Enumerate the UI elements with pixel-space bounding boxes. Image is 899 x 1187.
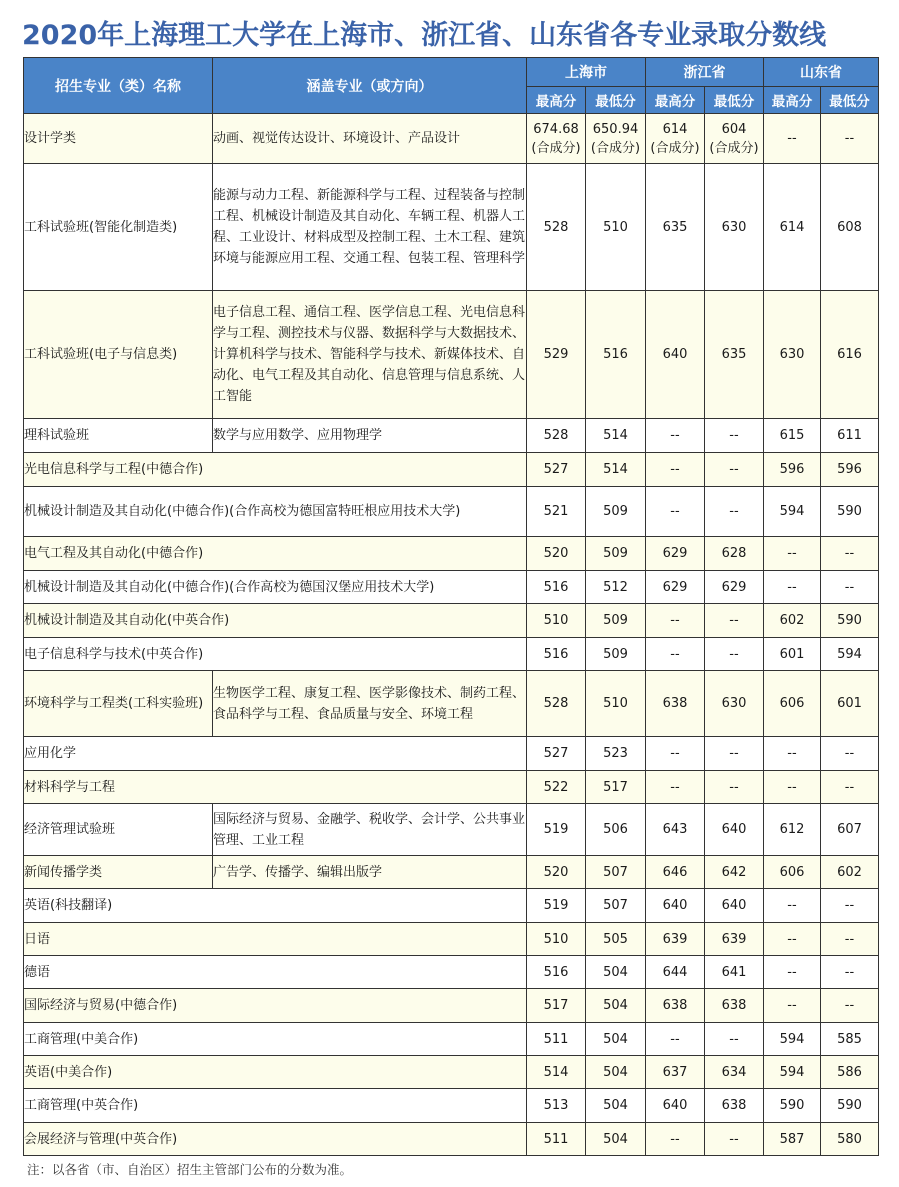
score-cell: -- [821,114,879,164]
score-cell: -- [821,571,879,604]
score-cell: -- [646,771,705,804]
score-value: 650.94 [592,121,639,137]
header-max-score: 最高分 [527,87,586,114]
score-cell: 630 [705,164,764,291]
score-cell: 509 [586,487,646,537]
table-row [24,1089,879,1123]
major-name: 经济管理试验班 [24,804,213,856]
major-name: 国际经济与贸易(中德合作) [24,989,527,1023]
score-cell: 509 [586,537,646,571]
score-cell: 528 [527,419,586,453]
score-value: 614 [662,121,688,137]
score-cell: -- [705,604,764,638]
score-cell: 637 [646,1056,705,1089]
score-cell: 512 [586,571,646,604]
major-name: 环境科学与工程类(工科实验班) [24,671,213,737]
score-cell: -- [821,537,879,571]
score-cell: 507 [586,856,646,889]
score-cell: 504 [586,1089,646,1123]
covered-majors: 广告学、传播学、编辑出版学 [213,856,527,889]
score-cell: -- [821,771,879,804]
score-cell: 596 [764,453,821,487]
score-cell: 606 [764,856,821,889]
score-cell: -- [646,1123,705,1156]
score-cell: 607 [821,804,879,856]
score-cell: 511 [527,1023,586,1056]
score-cell: 510 [527,923,586,956]
score-cell [586,114,646,164]
score-type-label: (合成分) [650,140,700,156]
major-name: 机械设计制造及其自动化(中英合作) [24,604,527,638]
score-cell: -- [705,1123,764,1156]
score-cell: -- [764,889,821,923]
score-cell: 514 [586,453,646,487]
score-cell: 523 [586,737,646,771]
score-cell: 590 [821,487,879,537]
header-min-score: 最低分 [586,87,646,114]
score-cell: 596 [821,453,879,487]
score-cell: 529 [527,291,586,419]
table-row [24,856,879,889]
score-cell: 639 [705,923,764,956]
header-max-score: 最高分 [764,87,821,114]
table-row [24,571,879,604]
score-cell: 511 [527,1123,586,1156]
score-cell: 504 [586,989,646,1023]
score-cell: 612 [764,804,821,856]
major-name: 工商管理(中英合作) [24,1089,527,1123]
table-row [24,671,879,737]
table-row [24,604,879,638]
major-name: 工商管理(中美合作) [24,1023,527,1056]
major-name: 日语 [24,923,527,956]
score-cell: 606 [764,671,821,737]
major-name: 材料科学与工程 [24,771,527,804]
score-cell: 504 [586,956,646,989]
table-row [24,1056,879,1089]
score-cell: 590 [821,1089,879,1123]
score-cell: -- [821,989,879,1023]
score-cell: 611 [821,419,879,453]
score-cell: -- [705,487,764,537]
score-cell: -- [821,889,879,923]
score-cell: -- [764,737,821,771]
score-cell: 639 [646,923,705,956]
table-row [24,164,879,291]
header-max-score: 最高分 [646,87,705,114]
admission-scores-table [23,57,879,1156]
major-name: 会展经济与管理(中英合作) [24,1123,527,1156]
table-row [24,453,879,487]
header-province-shanghai: 上海市 [527,58,646,87]
major-name: 设计学类 [24,114,213,164]
score-cell: -- [646,419,705,453]
score-cell: 638 [646,989,705,1023]
covered-majors: 能源与动力工程、新能源科学与工程、过程装备与控制工程、机械设计制造及其自动化、车辆工程、机器人工程、工业设计、材料成型及控制工程、土木工程、建筑环境与能源应用工程、交通工程、包装工程、管理科学 [213,164,527,291]
score-cell [646,114,705,164]
score-cell: 510 [586,671,646,737]
score-cell: 514 [527,1056,586,1089]
major-name: 新闻传播学类 [24,856,213,889]
score-cell: -- [764,771,821,804]
score-cell: 517 [586,771,646,804]
score-cell: 516 [527,638,586,671]
score-cell: -- [705,638,764,671]
score-cell: 580 [821,1123,879,1156]
table-row [24,114,879,164]
major-name: 理科试验班 [24,419,213,453]
table-row [24,638,879,671]
score-cell [527,114,586,164]
table-row [24,487,879,537]
score-value: 674.68 [533,121,579,137]
score-cell: 528 [527,671,586,737]
score-cell: 594 [764,1056,821,1089]
score-cell: 629 [646,571,705,604]
score-cell: 643 [646,804,705,856]
score-cell: -- [646,487,705,537]
score-cell: 614 [764,164,821,291]
score-value: 604 [721,121,747,137]
score-cell: 513 [527,1089,586,1123]
score-cell: 640 [646,1089,705,1123]
score-cell: 601 [764,638,821,671]
score-cell: 594 [764,487,821,537]
table-row [24,1123,879,1156]
score-cell: 640 [705,889,764,923]
score-cell: -- [764,114,821,164]
score-cell: 638 [705,1089,764,1123]
score-cell: 590 [764,1089,821,1123]
table-row [24,923,879,956]
score-cell: 628 [705,537,764,571]
score-cell [705,114,764,164]
score-cell: -- [705,419,764,453]
major-name: 英语(科技翻译) [24,889,527,923]
score-cell: 594 [764,1023,821,1056]
header-major-name: 招生专业（类）名称 [24,58,213,114]
header-min-score: 最低分 [821,87,879,114]
major-name: 德语 [24,956,527,989]
score-cell: -- [705,737,764,771]
score-cell: 527 [527,453,586,487]
major-name: 工科试验班(智能化制造类) [24,164,213,291]
score-cell: -- [646,1023,705,1056]
score-cell: 504 [586,1123,646,1156]
score-cell: 635 [705,291,764,419]
score-cell: 629 [646,537,705,571]
covered-majors: 动画、视觉传达设计、环境设计、产品设计 [213,114,527,164]
score-cell: 616 [821,291,879,419]
score-cell: 510 [527,604,586,638]
score-cell: 527 [527,737,586,771]
score-cell: -- [821,956,879,989]
table-row [24,889,879,923]
score-cell: 516 [527,571,586,604]
score-cell: 640 [705,804,764,856]
score-cell: 516 [527,956,586,989]
table-row [24,737,879,771]
score-cell: 587 [764,1123,821,1156]
score-cell: -- [764,923,821,956]
score-cell: 528 [527,164,586,291]
score-cell: 522 [527,771,586,804]
score-cell: 638 [705,989,764,1023]
header-min-score: 最低分 [705,87,764,114]
table-row [24,771,879,804]
score-cell: 506 [586,804,646,856]
major-name: 电子信息科学与技术(中英合作) [24,638,527,671]
score-cell: 615 [764,419,821,453]
score-cell: 601 [821,671,879,737]
score-cell: 630 [705,671,764,737]
table-row [24,419,879,453]
score-cell: 507 [586,889,646,923]
header-province-zhejiang: 浙江省 [646,58,764,87]
score-cell: 602 [764,604,821,638]
score-cell: 638 [646,671,705,737]
score-cell: 608 [821,164,879,291]
score-cell: -- [764,956,821,989]
score-cell: 519 [527,889,586,923]
score-cell: 509 [586,604,646,638]
score-cell: -- [764,537,821,571]
major-name: 机械设计制造及其自动化(中德合作)(合作高校为德国富特旺根应用技术大学) [24,487,527,537]
score-cell: 629 [705,571,764,604]
score-cell: 519 [527,804,586,856]
score-cell: -- [764,989,821,1023]
score-cell: -- [646,737,705,771]
table-row [24,1023,879,1056]
score-type-label: (合成分) [709,140,759,156]
score-cell: 520 [527,537,586,571]
table-row [24,804,879,856]
score-cell: 635 [646,164,705,291]
score-cell: 602 [821,856,879,889]
score-cell: -- [705,771,764,804]
table-row [24,291,879,419]
table-row [24,537,879,571]
score-cell: 585 [821,1023,879,1056]
score-cell: -- [821,923,879,956]
major-name: 英语(中美合作) [24,1056,527,1089]
major-name: 应用化学 [24,737,527,771]
score-cell: 521 [527,487,586,537]
score-cell: 517 [527,989,586,1023]
score-cell: -- [764,571,821,604]
score-cell: 642 [705,856,764,889]
score-cell: -- [821,737,879,771]
score-cell: -- [705,453,764,487]
score-cell: 634 [705,1056,764,1089]
score-cell: 641 [705,956,764,989]
major-name: 电气工程及其自动化(中德合作) [24,537,527,571]
major-name: 工科试验班(电子与信息类) [24,291,213,419]
footnote: 注：以各省（市、自治区）招生主管部门公布的分数为准。 [27,1162,353,1177]
header-covered-majors: 涵盖专业（或方向） [213,58,527,114]
score-cell: 504 [586,1023,646,1056]
covered-majors: 电子信息工程、通信工程、医学信息工程、光电信息科学与工程、测控技术与仪器、数据科学与大数据技术、计算机科学与技术、智能科学与技术、新媒体技术、自动化、电气工程及其自动化、信息管理与信息系统、人工智能 [213,291,527,419]
table-row [24,989,879,1023]
score-cell: 504 [586,1056,646,1089]
score-cell: 510 [586,164,646,291]
major-name: 机械设计制造及其自动化(中德合作)(合作高校为德国汉堡应用技术大学) [24,571,527,604]
major-name: 光电信息科学与工程(中德合作) [24,453,527,487]
covered-majors: 国际经济与贸易、金融学、税收学、会计学、公共事业管理、工业工程 [213,804,527,856]
score-type-label: (合成分) [590,140,641,156]
score-cell: 514 [586,419,646,453]
score-cell: 594 [821,638,879,671]
score-cell: 586 [821,1056,879,1089]
score-cell: 590 [821,604,879,638]
header-province-shandong: 山东省 [764,58,879,87]
table-row [24,956,879,989]
score-cell: 640 [646,889,705,923]
covered-majors: 生物医学工程、康复工程、医学影像技术、制药工程、食品科学与工程、食品质量与安全、环境工程 [213,671,527,737]
score-cell: 644 [646,956,705,989]
score-type-label: (合成分) [531,140,581,156]
score-cell: 520 [527,856,586,889]
score-cell: -- [646,604,705,638]
score-cell: -- [646,638,705,671]
score-cell: 516 [586,291,646,419]
covered-majors: 数学与应用数学、应用物理学 [213,419,527,453]
score-cell: -- [646,453,705,487]
page-title: 2020年上海理工大学在上海市、浙江省、山东省各专业录取分数线 [22,20,827,51]
score-cell: 509 [586,638,646,671]
score-cell: 646 [646,856,705,889]
score-cell: 505 [586,923,646,956]
score-cell: 630 [764,291,821,419]
score-cell: -- [705,1023,764,1056]
score-cell: 640 [646,291,705,419]
